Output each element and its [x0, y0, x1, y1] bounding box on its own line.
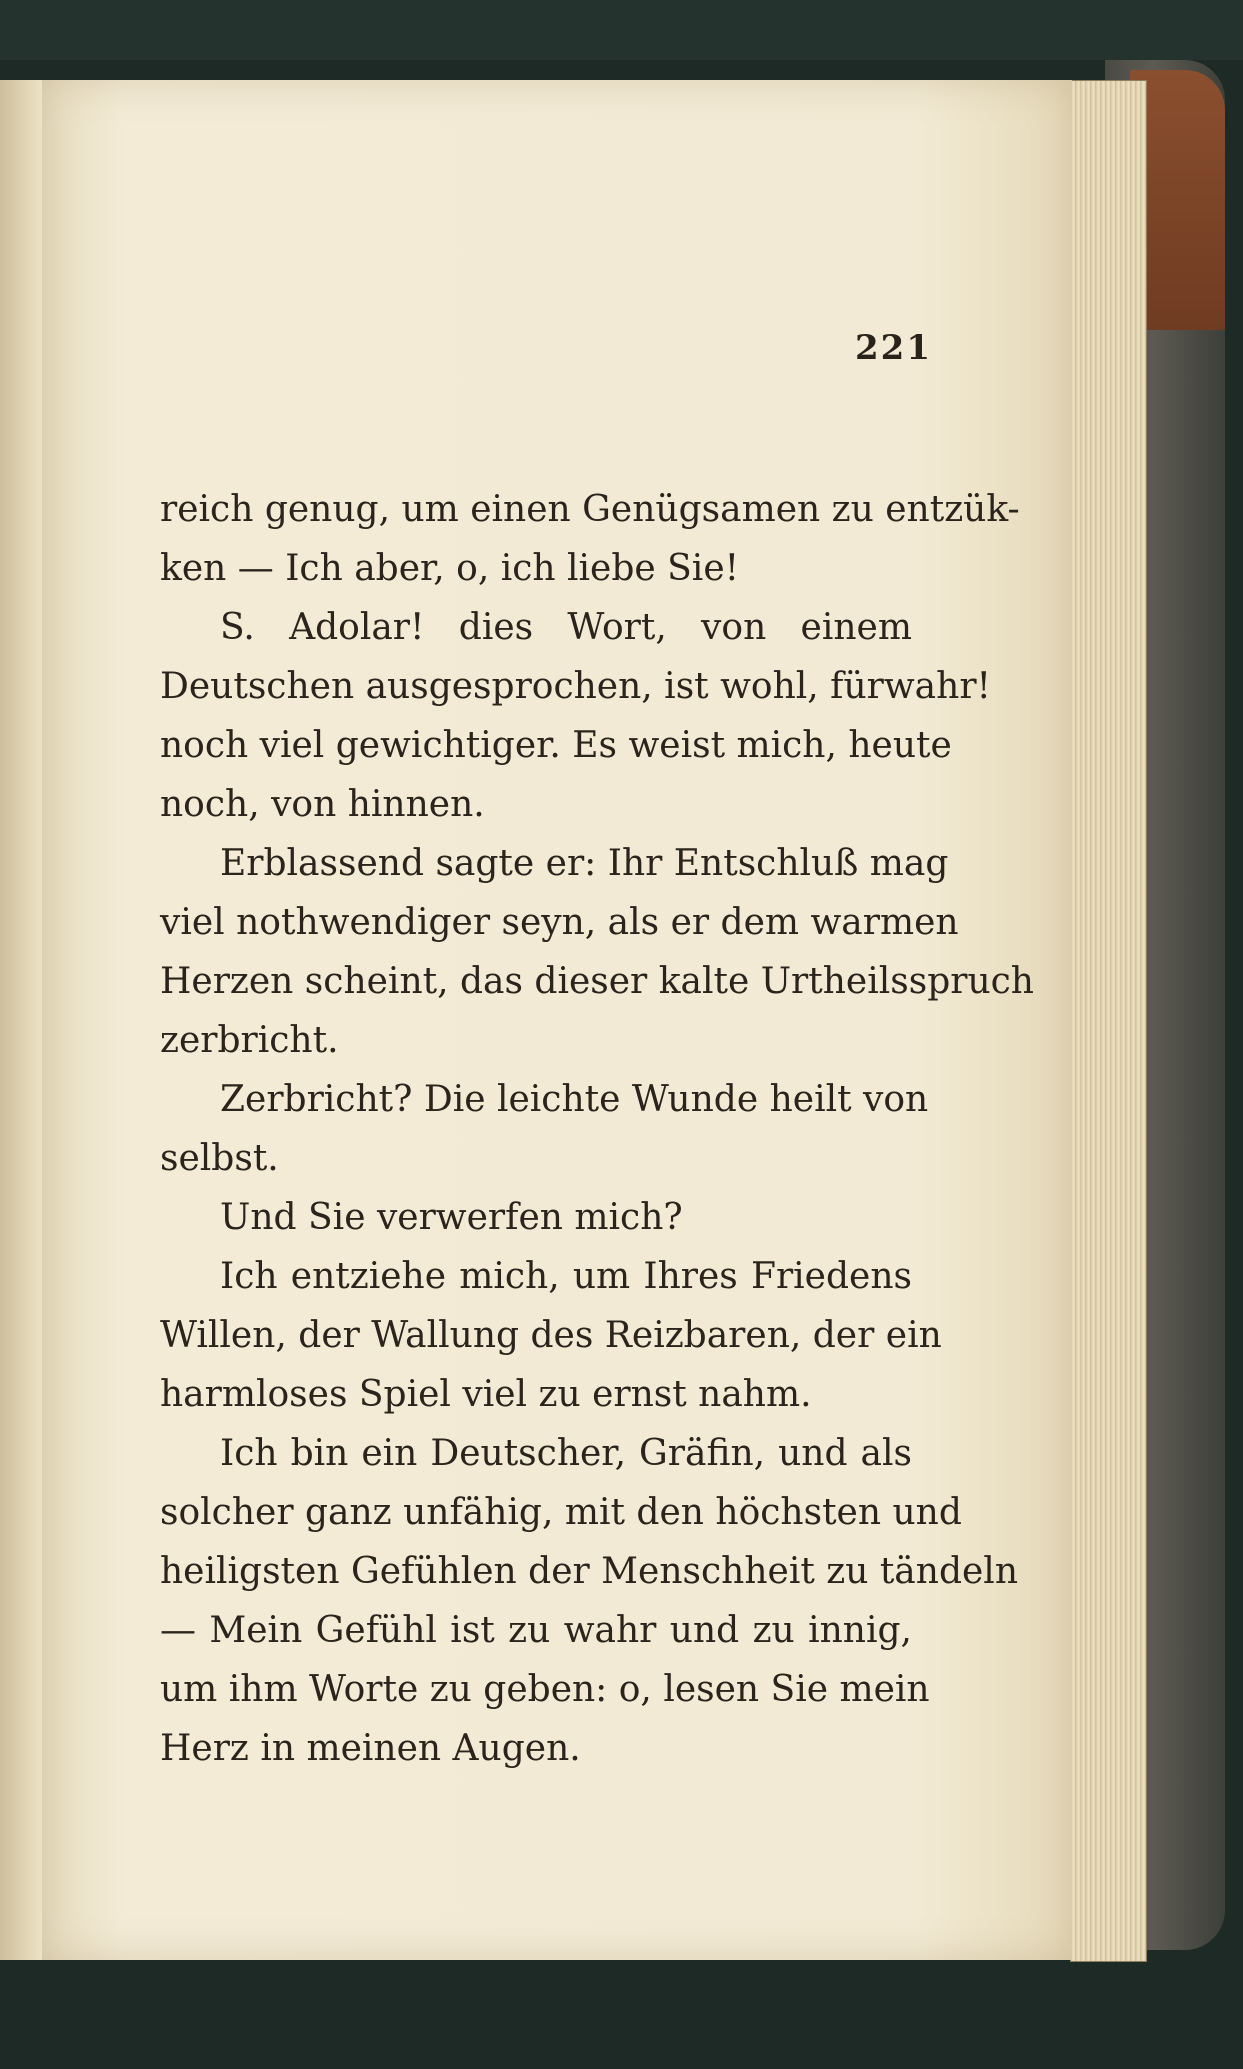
text-line: reich genug, um einen Genügsamen zu entzük-: [160, 489, 1020, 530]
text-line: Ich entziehe mich, um Ihres Friedens: [220, 1256, 912, 1297]
text-line: — Mein Gefühl ist zu wahr und zu innig,: [160, 1610, 912, 1651]
text-line: selbst.: [160, 1138, 279, 1179]
book-page: [42, 80, 1072, 1960]
text-line: Erblassend sagte er: Ihr Entschluß mag: [220, 843, 949, 884]
text-line: Herz in meinen Augen.: [160, 1728, 581, 1769]
text-line: harmloses Spiel viel zu ernst nahm.: [160, 1374, 812, 1415]
text-line: noch viel gewichtiger. Es weist mich, heute: [160, 725, 952, 766]
text-line: heiligsten Gefühlen der Menschheit zu tändeln: [160, 1551, 1019, 1592]
text-line: solcher ganz unfähig, mit den höchsten und: [160, 1492, 962, 1533]
text-line: S. Adolar! dies Wort, von einem: [220, 607, 912, 648]
page-text: [160, 480, 1034, 1778]
text-line: Zerbricht? Die leichte Wunde heilt von: [220, 1079, 929, 1120]
text-line: um ihm Worte zu geben: o, lesen Sie mein: [160, 1669, 930, 1710]
text-line: viel nothwendiger seyn, als er dem warmen: [160, 902, 959, 943]
text-line: Herzen scheint, das dieser kalte Urtheilsspruch: [160, 961, 1034, 1002]
text-line: noch, von hinnen.: [160, 784, 485, 825]
text-line: Willen, der Wallung des Reizbaren, der ein: [160, 1315, 942, 1356]
text-line: Und Sie verwerfen mich?: [220, 1197, 683, 1238]
page-number: 221: [855, 328, 932, 368]
text-line: Ich bin ein Deutscher, Gräfin, und als: [220, 1433, 912, 1474]
text-line: ken — Ich aber, o, ich liebe Sie!: [160, 548, 740, 589]
page-edges: [1070, 80, 1147, 1962]
facing-page-edge: [0, 80, 44, 1960]
background-band: [0, 0, 1243, 60]
text-line: Deutschen ausgesprochen, ist wohl, fürwahr!: [160, 666, 992, 707]
text-line: zerbricht.: [160, 1020, 339, 1061]
